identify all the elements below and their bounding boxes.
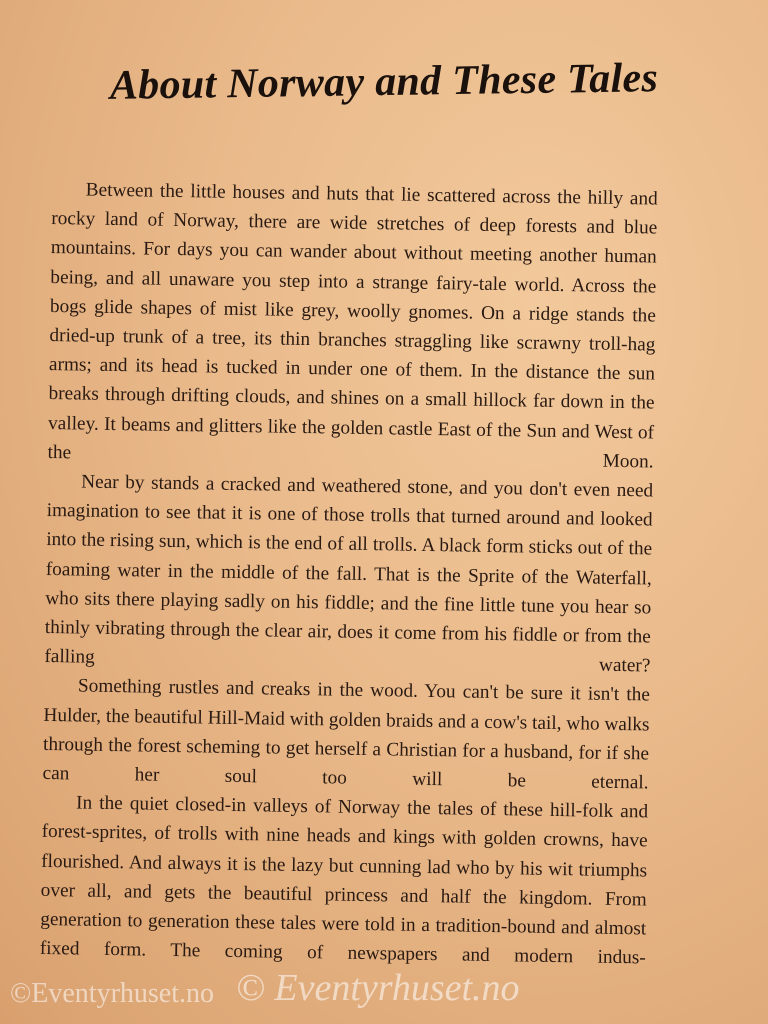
page-title: About Norway and These Tales xyxy=(109,55,659,109)
paragraph-1: Between the little houses and huts that lie scattered across the hilly and rocky land of Norway, there are wide stretches of deep forests and blue mountains. For days you can wander about without meeting another human being, and all unaware you step into a strange fairy-tale world. Across the bogs glide shapes of mist like grey, woolly gnomes. On a ridge stands the dried-up trunk of a tree, its thin branches straggling like scrawny troll-hag arms; and its head is tucked in under one of them. In the distance the sun breaks through drifting clouds, and shines on a small hillock far down in the valley. It beams and glitters like the golden castle East of the Sun and West of the Moon. xyxy=(47,179,658,473)
paragraph-2: Near by stands a cracked and weathered stone, and you don't even need imagination to see that it is one of those trolls that turned around and looked into the rising sun, which is the end of all trolls. A black form sticks out of the foaming water in the middle of the fall. That is the Sprite of the Waterfall, who sits there playing sadly on his fiddle; and the fine little tune you hear so thinly vibrating through the clear air, does it come from his fiddle or from the falling water? xyxy=(44,471,654,677)
paragraph-4: In the quiet closed-in valleys of Norway the tales of these hill-folk and forest-sprites, of trolls with nine heads and kings with golden crowns, have flourished. And always it is the lazy but cunning lad who by his wit triumphs over all, and gets the beautiful princess and half the kingdom. From generation to generation these tales were told in a tradition-bound and almost fixed form. The coming of newspapers and modern indus- xyxy=(39,792,649,969)
watermark-right: © Eventyrhuset.no xyxy=(236,967,520,1009)
watermark-left: ©Eventyrhuset.no xyxy=(10,978,215,1009)
paragraph-3: Something rustles and creaks in the wood. You can't be sure it isn't the Hulder, the beautiful Hill-Maid with golden braids and a cow's tail, who walks through the forest scheming to get herself a Christian for a husband, for if she can her soul too will be eternal. xyxy=(42,675,651,794)
body-text xyxy=(40,175,658,973)
